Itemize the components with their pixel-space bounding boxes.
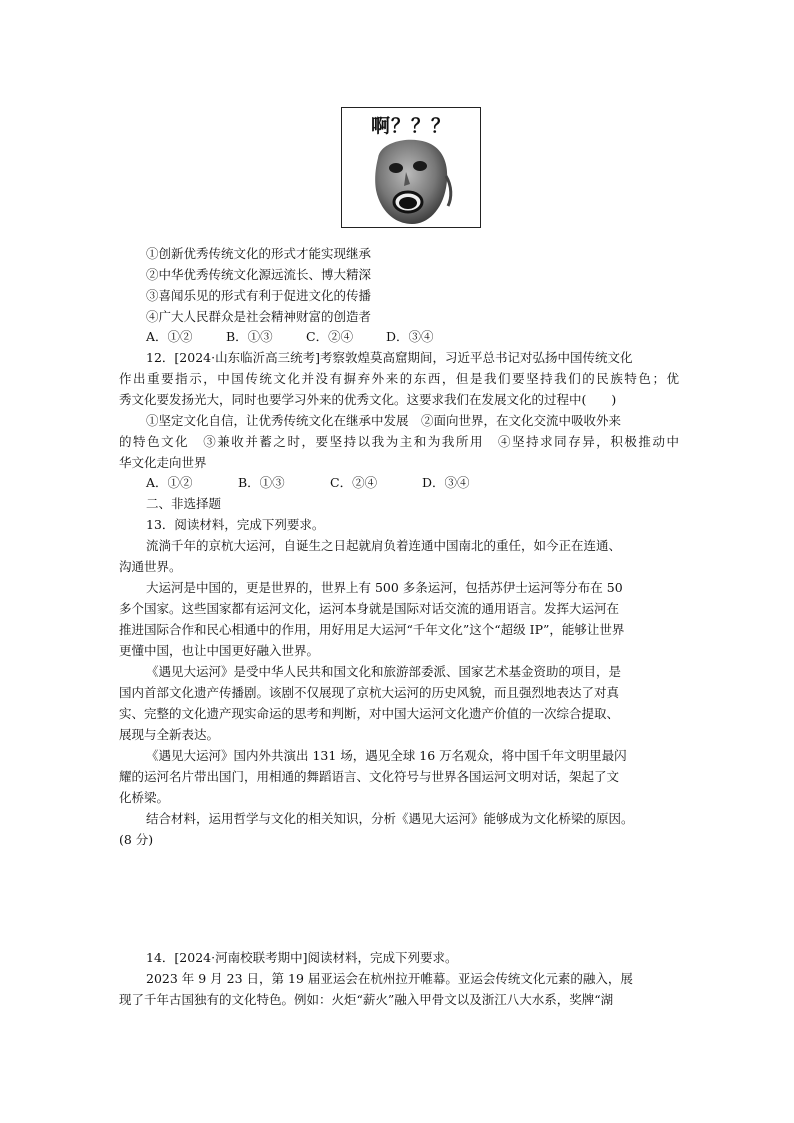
q12-choice-b[interactable]: B．①③	[238, 475, 285, 490]
q12-choice-c[interactable]: C．②④	[330, 475, 378, 490]
cartoon-caption: 啊？？？	[370, 115, 451, 137]
mask-illustration	[368, 136, 456, 226]
q13-question: 结合材料，运用哲学与文化的相关知识，分析《遇见大运河》能够成为文化桥梁的原因。	[146, 811, 634, 826]
q11-option-4: ④广大人民群众是社会精神财富的创造者	[146, 309, 372, 324]
q11-choice-d[interactable]: D．③④	[386, 329, 434, 344]
q12-line-3: 秀文化要发扬光大，同时也要学习外来的优秀文化。这要求我们在发展文化的过程中( )	[119, 392, 617, 407]
q12-statement-2: 的特色文化 ③兼收并蓄之时，要坚持以我为主和为我所用 ④坚持求同存异，积极推动中	[119, 434, 679, 449]
q13-para-line: 化桥梁。	[119, 790, 170, 805]
q14-line-2: 现了千年古国独有的文化特色。例如：火炬“薪火”融入甲骨文以及浙江八大水系，奖牌“湖	[119, 992, 614, 1007]
cartoon-figure	[341, 107, 481, 228]
q13-para-line: 推进国际合作和民心相通中的作用，用好用足大运河“千年文化”这个“超级 IP”，能够让世界	[119, 622, 625, 637]
q12-statement-1: ①坚定文化自信，让优秀传统文化在继承中发展 ②面向世界，在文化交流中吸收外来	[146, 413, 622, 428]
q11-choices	[146, 329, 466, 345]
q12-choice-a[interactable]: A．①②	[146, 475, 193, 490]
q13-para-line: 耀的运河名片带出国门，用相通的舞蹈语言、文化符号与世界各国运河文明对话，架起了文	[119, 769, 620, 784]
q13-para-line: 《遇见大运河》国内外共演出 131 场，遇见全球 16 万名观众，将中国千年文明里最闪	[146, 748, 627, 763]
q13-para-line: 大运河是中国的，更是世界的，世界上有 500 多条运河，包括苏伊士运河等分布在 50	[146, 580, 623, 595]
q12-line-2: 作出重要指示，中国传统文化并没有摒弃外来的东西，但是我们要坚持我们的民族特色；优	[119, 371, 679, 386]
q11-choice-b[interactable]: B．①③	[226, 329, 273, 344]
q13-para-line: 国内首部文化遗产传播剧。该剧不仅展现了京杭大运河的历史风貌，而且强烈地表达了对真	[119, 685, 620, 700]
q13-score: (8 分)	[119, 832, 154, 847]
q11-option-1: ①创新优秀传统文化的形式才能实现继承	[146, 246, 372, 261]
q12-choice-d[interactable]: D．③④	[422, 475, 470, 490]
q14-line-1: 2023 年 9 月 23 日，第 19 届亚运会在杭州拉开帷幕。亚运会传统文化元素的融入，展	[146, 971, 633, 986]
q13-para-line: 流淌千年的京杭大运河，自诞生之日起就肩负着连通中国南北的重任，如今正在连通、	[146, 538, 622, 553]
q13-para-line: 展现与全新表达。	[119, 727, 220, 742]
q13-para-line: 实、完整的文化遗产现实命运的思考和判断，对中国大运河文化遗产价值的一次综合提取、	[119, 706, 620, 721]
q13-para-line: 更懂中国，也让中国更好融入世界。	[119, 643, 320, 658]
q13-para-line: 沟通世界。	[119, 559, 182, 574]
q13-para-line: 《遇见大运河》是受中华人民共和国文化和旅游部委派、国家艺术基金资助的项目，是	[146, 664, 622, 679]
q11-choice-a[interactable]: A．①②	[146, 329, 193, 344]
section-title: 二、非选择题	[146, 496, 222, 511]
q13-title: 13．阅读材料，完成下列要求。	[146, 517, 325, 532]
q13-para-line: 多个国家。这些国家都有运河文化，运河本身就是国际对话交流的通用语言。发挥大运河在	[119, 601, 620, 616]
q11-option-2: ②中华优秀传统文化源远流长、博大精深	[146, 267, 372, 282]
q12-line-1: 12．[2024·山东临沂高三统考]考察敦煌莫高窟期间，习近平总书记对弘扬中国传统文化	[146, 350, 633, 365]
q11-choice-c[interactable]: C．②④	[306, 329, 354, 344]
q14-title: 14．[2024·河南校联考期中]阅读材料，完成下列要求。	[146, 950, 458, 965]
q12-statement-3: 华文化走向世界	[119, 455, 207, 470]
q11-option-3: ③喜闻乐见的形式有利于促进文化的传播	[146, 288, 372, 303]
q12-choices	[146, 475, 514, 491]
